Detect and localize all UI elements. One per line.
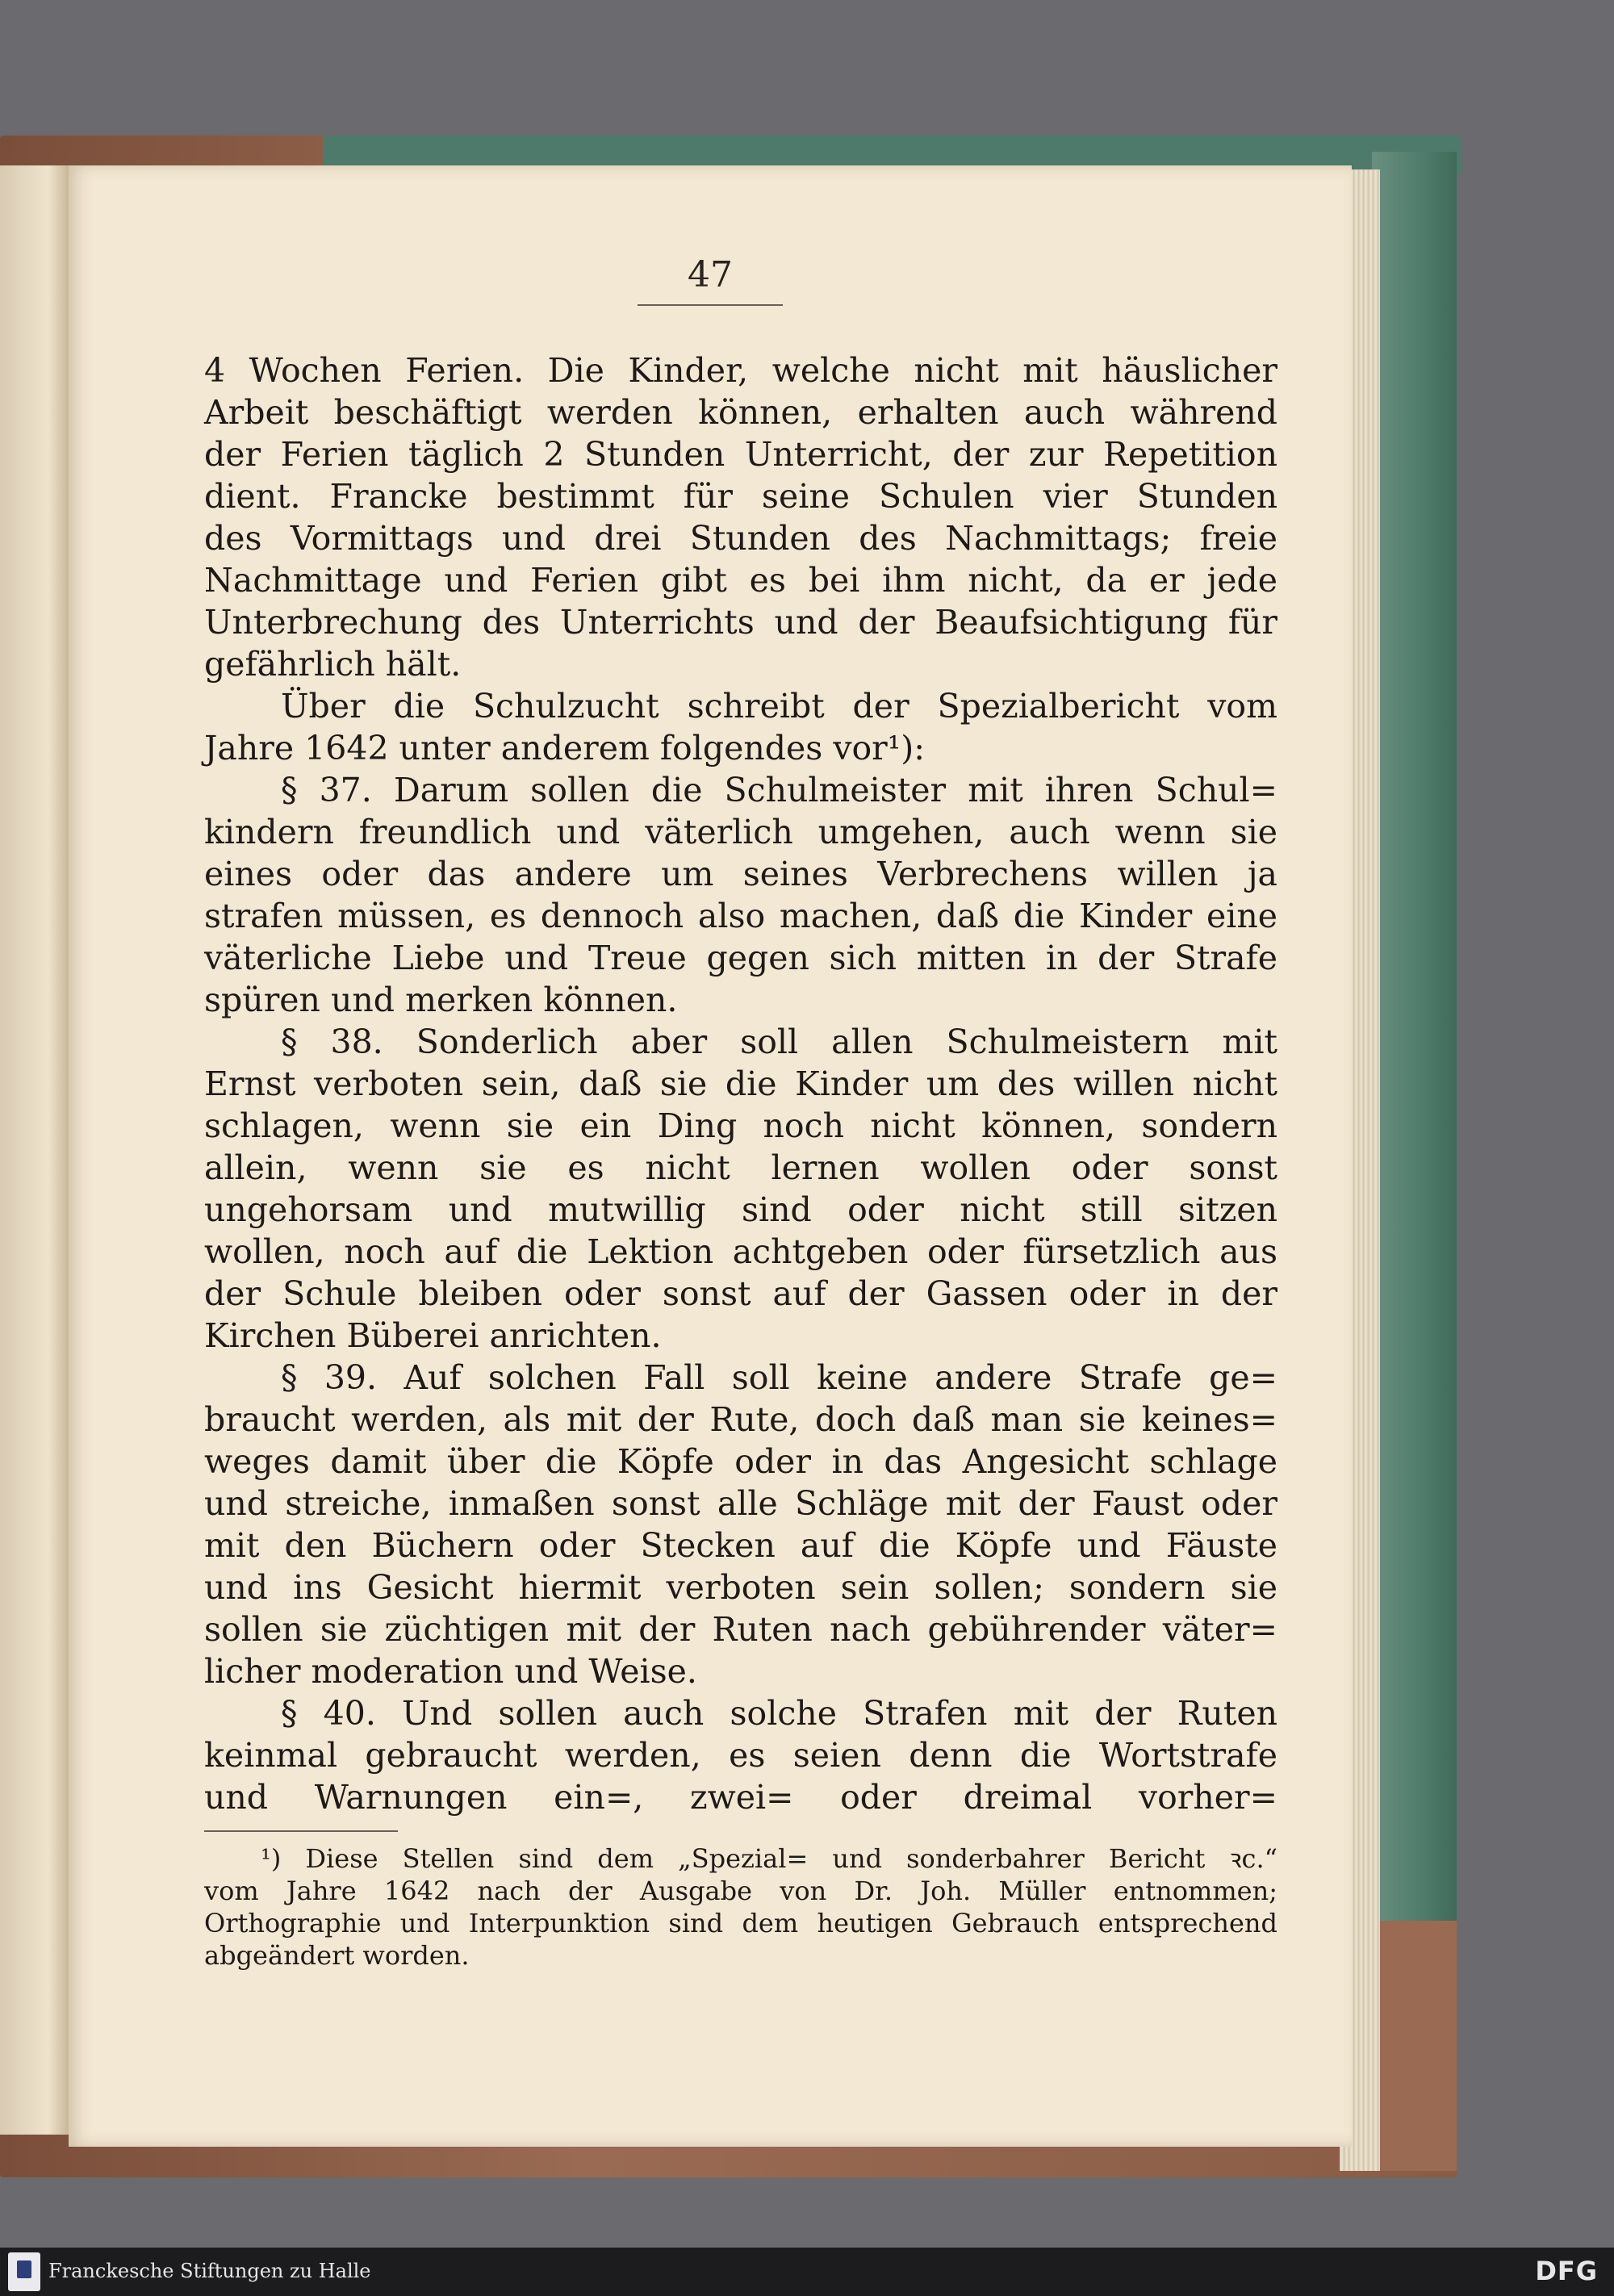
left-page-margin	[0, 165, 69, 2135]
book-page	[69, 165, 1352, 2147]
body-line: Über die Schulzucht schreibt der Spezialbericht vom	[281, 687, 1277, 726]
viewer-footer	[0, 2248, 1614, 2296]
institution-name: Franckesche Stiftungen zu Halle	[48, 2260, 371, 2282]
body-line: § 38. Sonderlich aber soll allen Schulmeistern mit	[281, 1023, 1277, 1061]
body-line: väterliche Liebe und Treue gegen sich mitten in der Strafe	[204, 939, 1277, 977]
body-line: § 37. Darum sollen die Schulmeister mit ihren Schul=	[281, 771, 1277, 809]
body-line: spüren und merken können.	[204, 981, 678, 1019]
body-line: strafen müssen, es dennoch also machen, daß die Kinder eine	[204, 897, 1277, 935]
body-line: licher moderation und Weise.	[204, 1652, 697, 1691]
footnote-line: ¹) Diese Stellen sind dem „Spezial= und sonderbahrer Bericht ꝛc.“	[261, 1843, 1277, 1874]
body-line: braucht werden, als mit der Rute, doch daß man sie keines=	[204, 1400, 1277, 1439]
body-line: keinmal gebraucht werden, es seien denn die Wortstrafe	[204, 1736, 1277, 1775]
body-line: Jahre 1642 unter anderem folgendes vor¹):	[204, 729, 926, 767]
footnote-line: abgeändert worden.	[204, 1940, 470, 1971]
body-line: Ernst verboten sein, daß sie die Kinder um des willen nicht	[204, 1064, 1277, 1103]
cover-right-edge	[1372, 152, 1457, 2169]
page-number: 47	[688, 254, 733, 295]
body-line: § 39. Auf solchen Fall soll keine andere Strafe ge=	[281, 1358, 1277, 1397]
body-line: und Warnungen ein=, zwei= oder dreimal vorher=	[204, 1778, 1277, 1817]
body-line: dient. Francke bestimmt für seine Schulen vier Stunden	[204, 477, 1277, 516]
footnote-rule	[204, 1830, 398, 1832]
body-line: des Vormittags und drei Stunden des Nachmittags; freie	[204, 519, 1277, 558]
body-line: Unterbrechung des Unterrichts und der Beaufsichtigung für	[204, 603, 1277, 642]
body-line: der Ferien täglich 2 Stunden Unterricht, der zur Repetition	[204, 435, 1277, 474]
footnote	[204, 1842, 1277, 1972]
body-line: sollen sie züchtigen mit der Ruten nach gebührender väter=	[204, 1610, 1277, 1649]
body-line: schlagen, wenn sie ein Ding noch nicht können, sondern	[204, 1106, 1277, 1145]
body-line: kindern freundlich und väterlich umgehen, auch wenn sie	[204, 813, 1277, 851]
body-line: allein, wenn sie es nicht lernen wollen oder sonst	[204, 1148, 1277, 1187]
body-line: Nachmittage und Ferien gibt es bei ihm nicht, da er jede	[204, 561, 1277, 600]
body-line: wollen, noch auf die Lektion achtgeben oder fürsetzlich aus	[204, 1232, 1277, 1271]
body-line: eines oder das andere um seines Verbrechens willen ja	[204, 855, 1277, 893]
body-line: der Schule bleiben oder sonst auf der Gassen oder in der	[204, 1274, 1277, 1313]
body-line: § 40. Und sollen auch solche Strafen mit der Ruten	[281, 1694, 1277, 1733]
cover-corner	[1372, 1921, 1457, 2171]
body-line: gefährlich hält.	[204, 645, 462, 684]
body-line: 4 Wochen Ferien. Die Kinder, welche nicht mit häuslicher	[204, 351, 1277, 390]
footnote-line: vom Jahre 1642 nach der Ausgabe von Dr. Joh. Müller entnommen;	[204, 1876, 1277, 1906]
body-line: ungehorsam und mutwillig sind oder nicht still sitzen	[204, 1190, 1277, 1229]
institution-logo-icon	[8, 2252, 40, 2291]
body-text	[204, 349, 1277, 1818]
body-line: Kirchen Büberei anrichten.	[204, 1316, 662, 1355]
body-line: und ins Gesicht hiermit verboten sein sollen; sondern sie	[204, 1568, 1277, 1607]
body-line: mit den Büchern oder Stecken auf die Köpfe und Fäuste	[204, 1526, 1277, 1565]
funder-logo: DFG	[1535, 2256, 1598, 2286]
body-line: weges damit über die Köpfe oder in das Angesicht schlage	[204, 1442, 1277, 1481]
body-line: und streiche, inmaßen sonst alle Schläge mit der Faust oder	[204, 1484, 1277, 1523]
footnote-line: Orthographie und Interpunktion sind dem heutigen Gebrauch entsprechend	[204, 1908, 1277, 1938]
header-rule	[638, 304, 783, 306]
body-line: Arbeit beschäftigt werden können, erhalten auch während	[204, 393, 1277, 432]
